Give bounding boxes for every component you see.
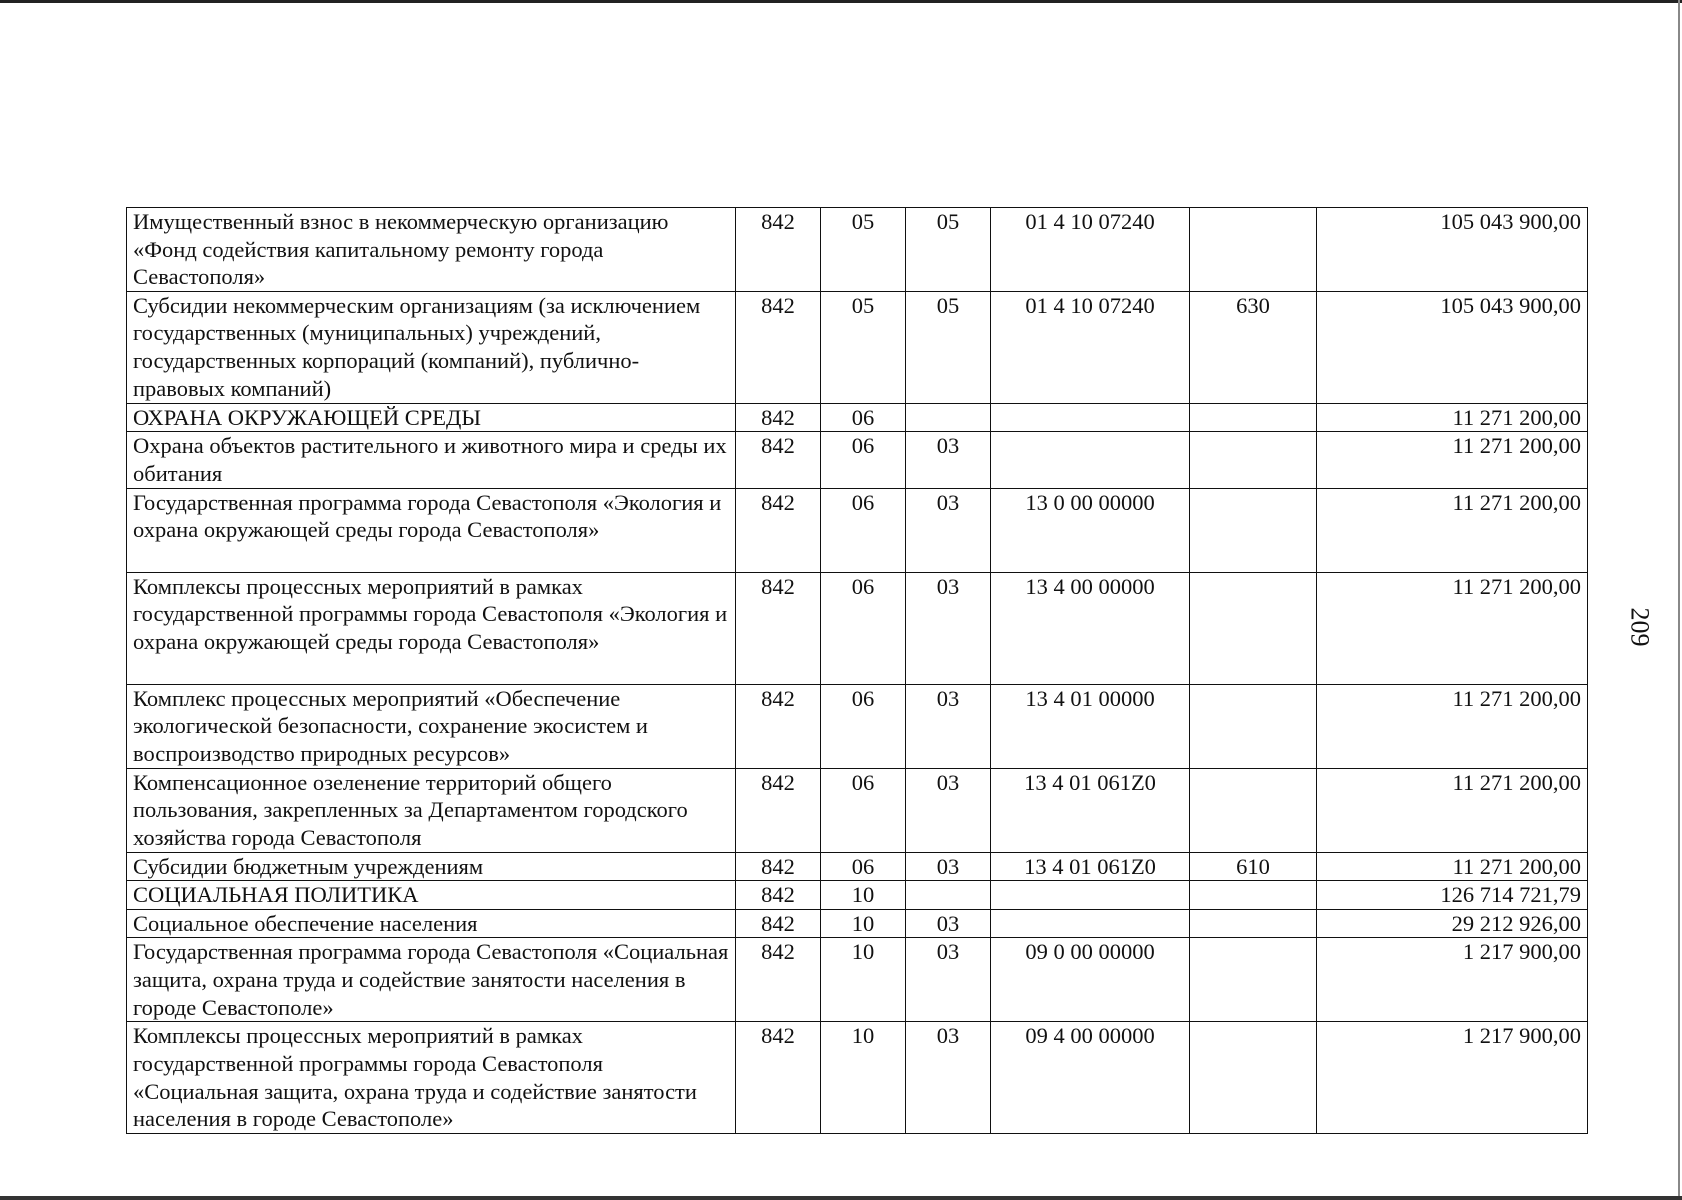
row-gr: 842 <box>736 1022 821 1134</box>
row-amount: 1 217 900,00 <box>1317 938 1588 1022</box>
row-rz: 06 <box>821 403 906 432</box>
table-row <box>127 488 1588 572</box>
table-row <box>127 1022 1588 1134</box>
row-pr: 03 <box>906 938 991 1022</box>
row-pr: 03 <box>906 488 991 572</box>
row-gr: 842 <box>736 881 821 910</box>
row-rz: 06 <box>821 572 906 684</box>
row-amount: 11 271 200,00 <box>1317 488 1588 572</box>
table-row <box>127 432 1588 488</box>
row-csr: 09 4 00 00000 <box>991 1022 1190 1134</box>
table-row <box>127 852 1588 881</box>
row-csr: 13 4 00 00000 <box>991 572 1190 684</box>
row-vr <box>1190 1022 1317 1134</box>
row-name: Субсидии бюджетным учреждениям <box>127 852 736 881</box>
budget-table-body <box>127 208 1588 1134</box>
row-name: СОЦИАЛЬНАЯ ПОЛИТИКА <box>127 881 736 910</box>
row-rz: 05 <box>821 291 906 403</box>
row-rz: 10 <box>821 881 906 910</box>
row-csr: 13 4 01 00000 <box>991 684 1190 768</box>
row-vr <box>1190 208 1317 292</box>
row-amount: 11 271 200,00 <box>1317 684 1588 768</box>
row-pr: 05 <box>906 208 991 292</box>
row-amount: 11 271 200,00 <box>1317 403 1588 432</box>
row-csr: 09 0 00 00000 <box>991 938 1190 1022</box>
row-csr: 01 4 10 07240 <box>991 208 1190 292</box>
row-pr: 03 <box>906 432 991 488</box>
row-rz: 05 <box>821 208 906 292</box>
row-name: Имущественный взнос в некоммерческую организацию «Фонд содействия капитальному ремонту города Севастополя» <box>127 208 736 292</box>
row-gr: 842 <box>736 684 821 768</box>
row-name: Субсидии некоммерческим организациям (за исключением государственных (муниципальных) учреждений, государственных корпораций (компаний), публично-правовых компаний) <box>127 291 736 403</box>
row-csr: 13 4 01 061Z0 <box>991 852 1190 881</box>
row-vr <box>1190 403 1317 432</box>
budget-table <box>126 207 1588 1134</box>
row-name: Охрана объектов растительного и животного мира и среды их обитания <box>127 432 736 488</box>
table-row <box>127 909 1588 938</box>
row-amount: 11 271 200,00 <box>1317 852 1588 881</box>
row-csr <box>991 432 1190 488</box>
row-csr: 13 0 00 00000 <box>991 488 1190 572</box>
table-row <box>127 403 1588 432</box>
row-vr <box>1190 684 1317 768</box>
row-gr: 842 <box>736 291 821 403</box>
row-gr: 842 <box>736 403 821 432</box>
scan-bottom-border <box>0 1196 1682 1200</box>
row-name: Государственная программа города Севастополя «Экология и охрана окружающей среды города Севастополя» <box>127 488 736 572</box>
row-gr: 842 <box>736 768 821 852</box>
row-rz: 06 <box>821 684 906 768</box>
row-pr: 03 <box>906 684 991 768</box>
row-amount: 1 217 900,00 <box>1317 1022 1588 1134</box>
page-number: 209 <box>1625 607 1655 647</box>
scan-top-border <box>0 0 1682 3</box>
row-csr <box>991 403 1190 432</box>
table-row <box>127 768 1588 852</box>
table-row <box>127 881 1588 910</box>
row-name: Социальное обеспечение населения <box>127 909 736 938</box>
row-pr: 03 <box>906 852 991 881</box>
table-row <box>127 938 1588 1022</box>
row-pr <box>906 881 991 910</box>
row-name: Комплекс процессных мероприятий «Обеспечение экологической безопасности, сохранение экосистем и воспроизводство природных ресурсов» <box>127 684 736 768</box>
row-amount: 11 271 200,00 <box>1317 572 1588 684</box>
row-vr <box>1190 938 1317 1022</box>
row-name: Комплексы процессных мероприятий в рамках государственной программы города Севастополя «Экология и охрана окружающей среды города Севастополя» <box>127 572 736 684</box>
row-pr <box>906 403 991 432</box>
row-amount: 105 043 900,00 <box>1317 208 1588 292</box>
row-gr: 842 <box>736 572 821 684</box>
row-gr: 842 <box>736 909 821 938</box>
row-vr: 630 <box>1190 291 1317 403</box>
row-pr: 03 <box>906 768 991 852</box>
row-vr: 610 <box>1190 852 1317 881</box>
row-amount: 11 271 200,00 <box>1317 768 1588 852</box>
table-row <box>127 572 1588 684</box>
row-csr <box>991 881 1190 910</box>
row-amount: 105 043 900,00 <box>1317 291 1588 403</box>
row-csr: 01 4 10 07240 <box>991 291 1190 403</box>
row-pr: 03 <box>906 1022 991 1134</box>
row-amount: 126 714 721,79 <box>1317 881 1588 910</box>
row-vr <box>1190 768 1317 852</box>
row-rz: 10 <box>821 909 906 938</box>
scan-right-edge <box>1678 0 1680 1200</box>
row-rz: 06 <box>821 852 906 881</box>
row-vr <box>1190 572 1317 684</box>
row-rz: 06 <box>821 488 906 572</box>
row-gr: 842 <box>736 488 821 572</box>
row-amount: 29 212 926,00 <box>1317 909 1588 938</box>
row-name: Компенсационное озеленение территорий общего пользования, закрепленных за Департаментом городского хозяйства города Севастополя <box>127 768 736 852</box>
row-vr <box>1190 432 1317 488</box>
row-rz: 06 <box>821 768 906 852</box>
row-gr: 842 <box>736 852 821 881</box>
row-csr <box>991 909 1190 938</box>
row-vr <box>1190 881 1317 910</box>
row-gr: 842 <box>736 208 821 292</box>
row-rz: 06 <box>821 432 906 488</box>
row-vr <box>1190 488 1317 572</box>
row-name: ОХРАНА ОКРУЖАЮЩЕЙ СРЕДЫ <box>127 403 736 432</box>
row-rz: 10 <box>821 1022 906 1134</box>
row-pr: 05 <box>906 291 991 403</box>
table-row <box>127 684 1588 768</box>
row-rz: 10 <box>821 938 906 1022</box>
row-pr: 03 <box>906 572 991 684</box>
table-row <box>127 208 1588 292</box>
row-gr: 842 <box>736 938 821 1022</box>
row-name: Комплексы процессных мероприятий в рамках государственной программы города Севастополя «Социальная защита, охрана труда и содействие занятости населения в городе Севастополе» <box>127 1022 736 1134</box>
row-gr: 842 <box>736 432 821 488</box>
row-csr: 13 4 01 061Z0 <box>991 768 1190 852</box>
row-vr <box>1190 909 1317 938</box>
row-amount: 11 271 200,00 <box>1317 432 1588 488</box>
table-row <box>127 291 1588 403</box>
row-pr: 03 <box>906 909 991 938</box>
row-name: Государственная программа города Севастополя «Социальная защита, охрана труда и содействие занятости населения в городе Севастополе» <box>127 938 736 1022</box>
